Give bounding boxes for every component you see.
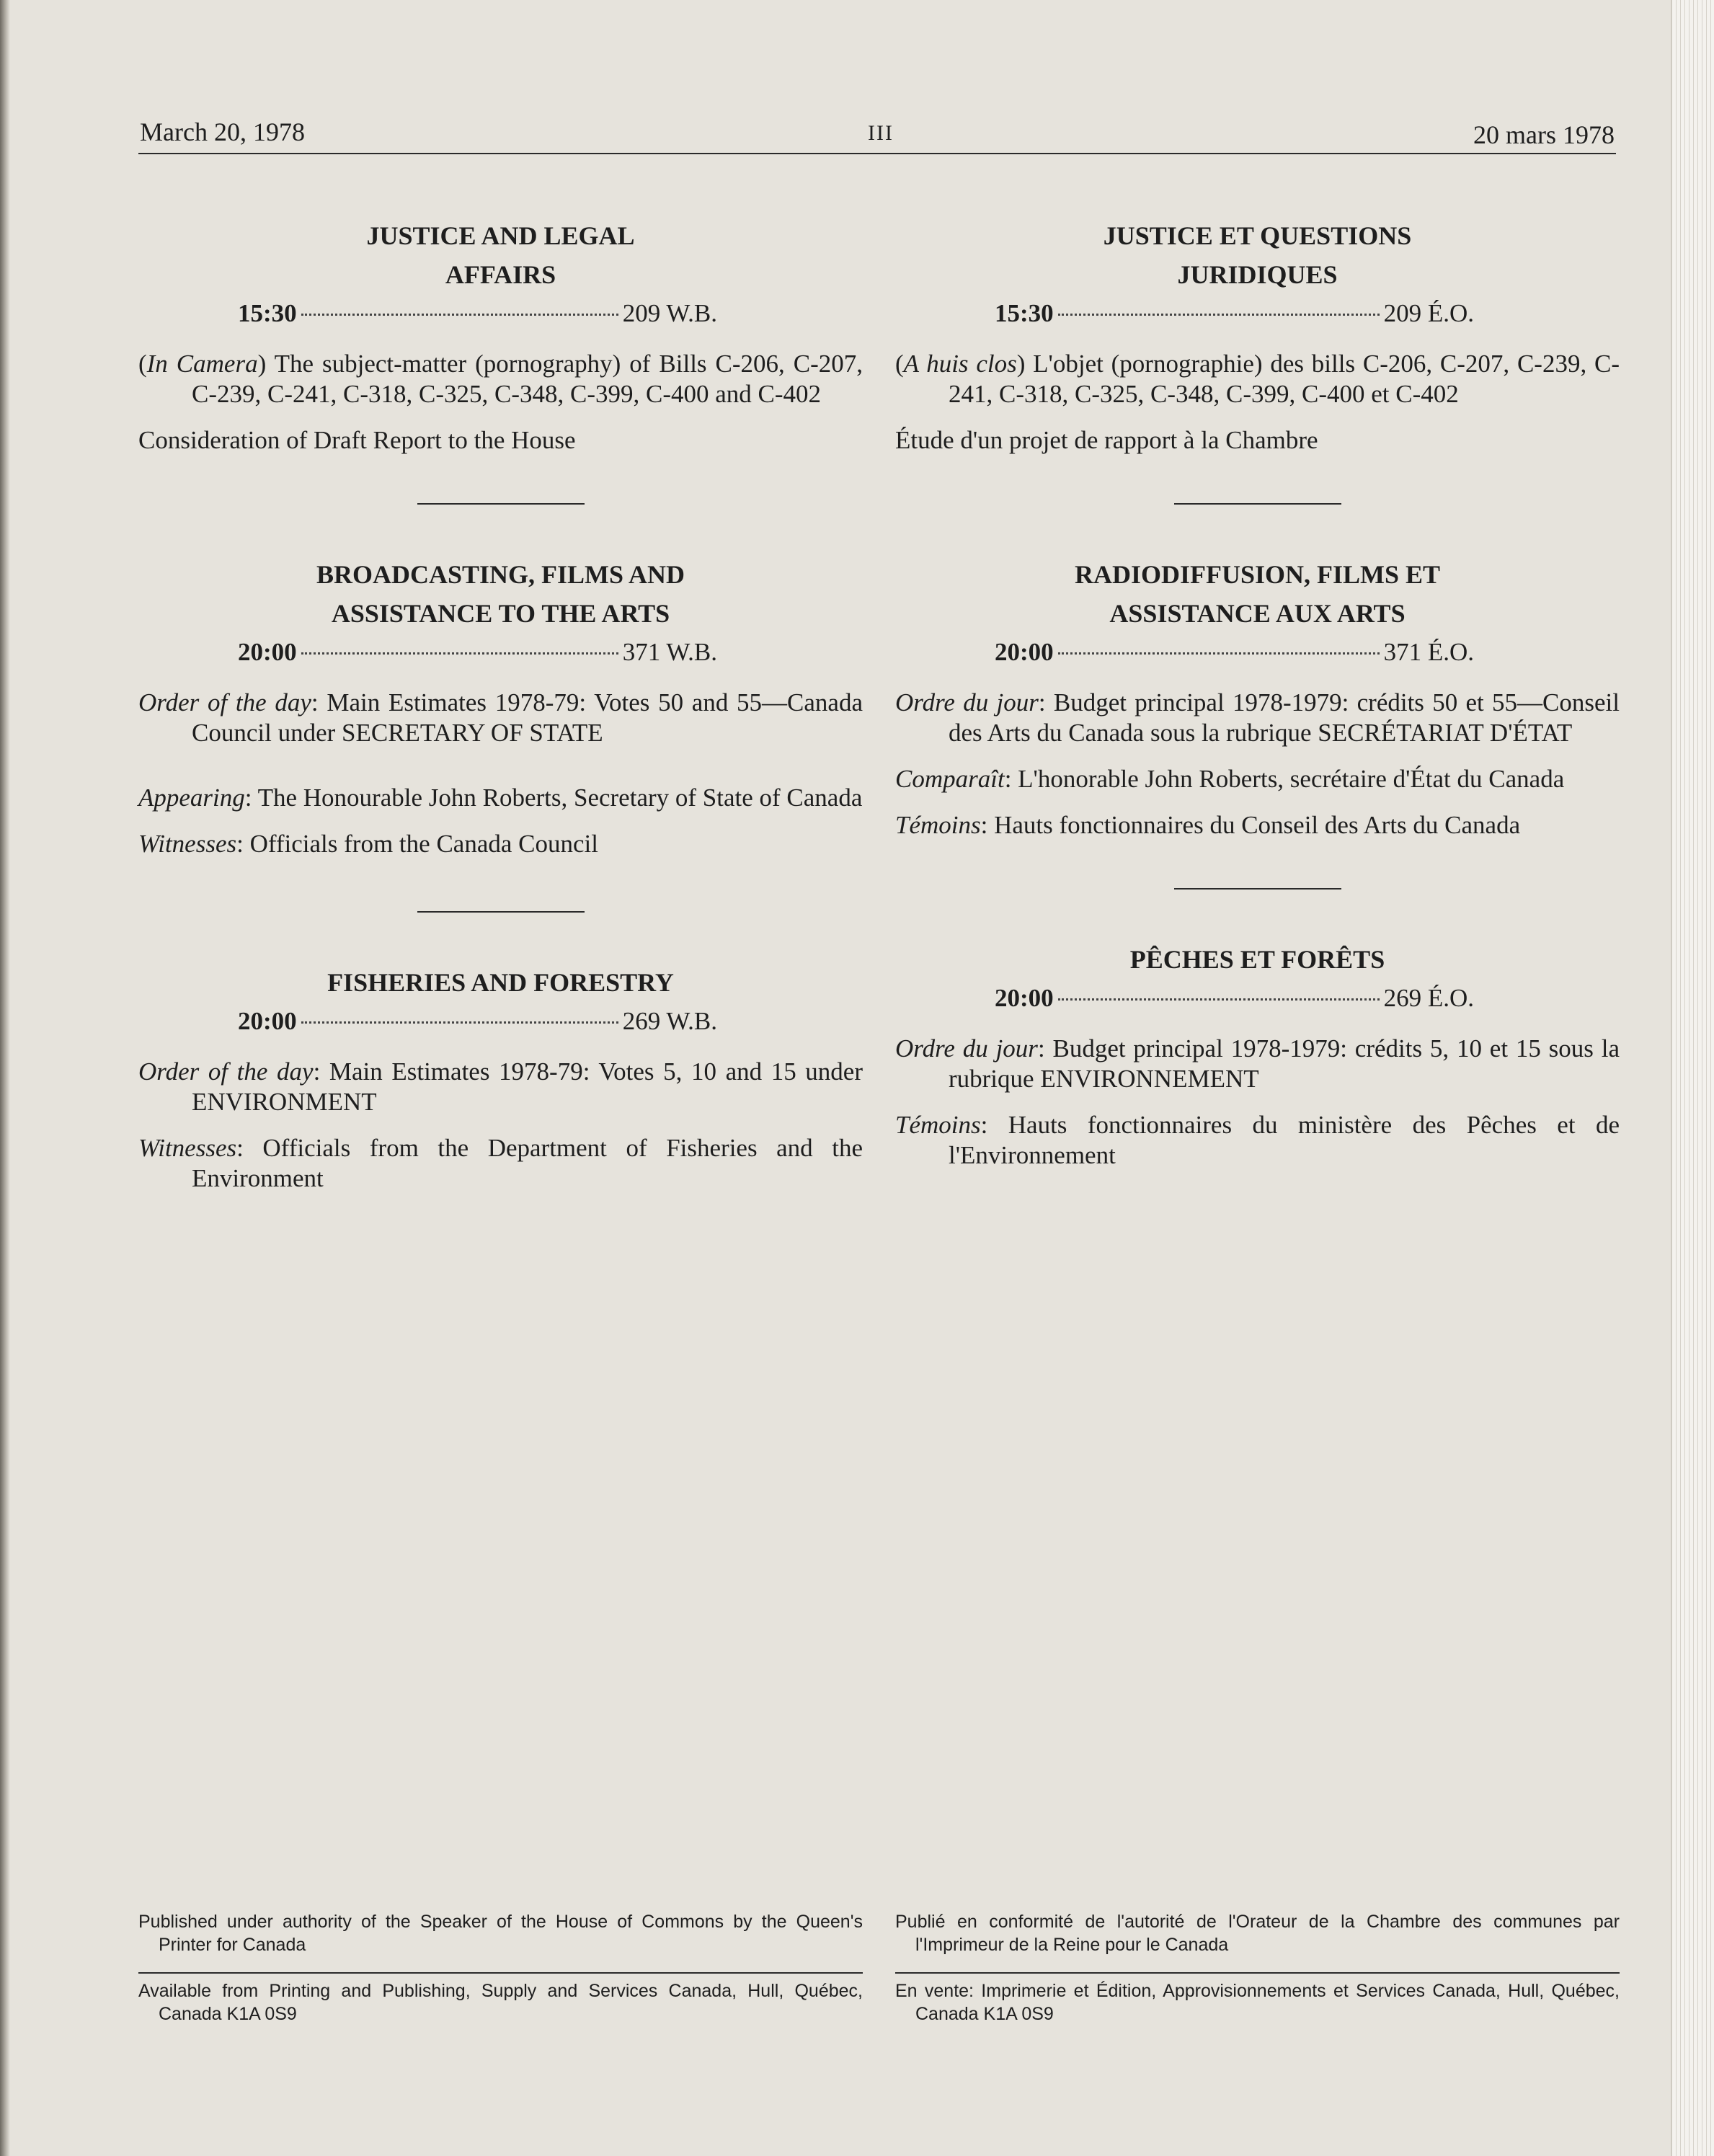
entry-label: Ordre du jour: [895, 688, 1039, 717]
section-radiodiffusion-films-arts: [895, 555, 1620, 840]
footer-divider: [895, 1972, 1620, 1974]
meeting-time-room: [995, 979, 1474, 1018]
section-divider: [1174, 503, 1341, 505]
agenda-entry: [138, 1057, 863, 1117]
section-justice-legal-affairs: [138, 216, 863, 456]
entry-label: Témoins: [895, 811, 981, 839]
meeting-time-room: [238, 633, 717, 672]
heading-line-2: AFFAIRS: [445, 260, 556, 289]
section-divider: [1174, 888, 1341, 890]
agenda-entry: [138, 783, 863, 813]
entry-text: : L'honorable John Roberts, secrétaire d'État du Canada: [1004, 765, 1565, 793]
dot-leader: [1058, 998, 1380, 1001]
meeting-time: 20:00: [995, 984, 1054, 1012]
header-date-english: March 20, 1978: [140, 117, 305, 146]
meeting-time: 15:30: [238, 299, 297, 327]
entry-label: A huis clos: [903, 350, 1017, 378]
meeting-room: 209 É.O.: [1383, 299, 1474, 327]
section-broadcasting-films-arts: [138, 555, 863, 859]
section-divider: [417, 503, 585, 505]
heading-line-1: JUSTICE ET QUESTIONS: [1103, 221, 1412, 250]
publication-notice: Published under authority of the Speaker of the House of Commons by the Queen's Printer for Canada: [138, 1912, 863, 1955]
section-heading: [895, 216, 1620, 294]
section-heading: [895, 555, 1620, 633]
page-stack-edge: [1671, 0, 1714, 2156]
meeting-time: 20:00: [238, 1007, 297, 1035]
meeting-room: 209 W.B.: [622, 299, 717, 327]
dot-leader: [301, 1021, 618, 1024]
meeting-time: 20:00: [238, 638, 297, 666]
entry-text: : Budget principal 1978-1979: crédits 5, 10 et 15 sous la rubrique ENVIRONNEMENT: [949, 1034, 1620, 1093]
dot-leader: [301, 652, 618, 655]
agenda-entry: [138, 425, 863, 456]
page-binding-shadow: [0, 0, 10, 2156]
meeting-time-room: [995, 633, 1474, 672]
meeting-time-room: [238, 1002, 717, 1041]
meeting-room: 269 W.B.: [622, 1007, 717, 1035]
entry-label: In Camera: [146, 350, 258, 378]
meeting-room: 269 É.O.: [1383, 984, 1474, 1012]
entry-text: L'objet (pornographie) des bills C-206, C-207, C-239, C-241, C-318, C-325, C-348, C-399, C-400 et C-402: [949, 350, 1620, 408]
section-heading: [138, 555, 863, 633]
agenda-entry: [138, 688, 863, 748]
entry-label: Comparaît: [895, 765, 1005, 793]
entry-text: : Budget principal 1978-1979: crédits 50 et 55—Conseil des Arts du Canada sous la rubrique SECRÉTARIAT D'ÉTAT: [949, 688, 1620, 747]
section-fisheries-forestry: [138, 963, 863, 1194]
heading-line-1: PÊCHES ET FORÊTS: [1129, 945, 1385, 974]
entry-text: : Officials from the Canada Council: [236, 830, 598, 858]
entry-text: Étude d'un projet de rapport à la Chambre: [895, 426, 1318, 454]
heading-line-1: BROADCASTING, FILMS AND: [316, 560, 685, 589]
meeting-room: 371 W.B.: [622, 638, 717, 666]
entry-label: Témoins: [895, 1111, 981, 1139]
section-heading: [895, 940, 1620, 979]
agenda-entry: [895, 1034, 1620, 1094]
heading-line-2: ASSISTANCE TO THE ARTS: [331, 599, 670, 628]
meeting-time: 20:00: [995, 638, 1054, 666]
heading-line-2: JURIDIQUES: [1177, 260, 1338, 289]
running-head: [138, 115, 1616, 154]
english-column: [138, 216, 863, 1194]
section-divider: [417, 911, 585, 913]
section-peches-forets: [895, 940, 1620, 1171]
agenda-entry: [895, 764, 1620, 794]
dot-leader: [1058, 314, 1380, 316]
heading-line-1: RADIODIFFUSION, FILMS ET: [1074, 560, 1441, 589]
entry-text: : Officials from the Department of Fisheries and the Environment: [192, 1134, 863, 1192]
footer-french: [895, 1910, 1620, 2026]
entry-label: Order of the day: [138, 1057, 314, 1086]
availability-notice: En vente: Imprimerie et Édition, Approvisionnements et Services Canada, Hull, Québec, Canada K1A 0S9: [895, 1981, 1620, 2024]
heading-line-2: ASSISTANCE AUX ARTS: [1109, 599, 1406, 628]
entry-label: Appearing: [138, 784, 245, 812]
french-column: [895, 216, 1620, 1171]
entry-text: The subject-matter (pornography) of Bills C-206, C-207, C-239, C-241, C-318, C-325, C-348, C-399, C-400 and C-402: [192, 350, 863, 408]
entry-text: : Main Estimates 1978-79: Votes 50 and 55—Canada Council under SECRETARY OF STATE: [192, 688, 863, 747]
entry-label: Witnesses: [138, 830, 237, 858]
section-justice-questions-juridiques: [895, 216, 1620, 456]
heading-line-1: FISHERIES AND FORESTRY: [327, 968, 674, 997]
dot-leader: [1058, 652, 1380, 655]
meeting-room: 371 É.O.: [1383, 638, 1474, 666]
section-heading: [138, 216, 863, 294]
agenda-entry: [895, 688, 1620, 748]
heading-line-1: JUSTICE AND LEGAL: [366, 221, 635, 250]
footer-divider: [138, 1972, 863, 1974]
agenda-entry: [895, 1110, 1620, 1171]
meeting-time-room: [995, 294, 1474, 333]
entry-text: : The Honourable John Roberts, Secretary of State of Canada: [244, 784, 863, 812]
dot-leader: [301, 314, 618, 316]
agenda-entry: (A huis clos) L'objet (pornographie) des bills C-206, C-207, C-239, C-241, C-318, C-325, C-348, C-399, C-400 et C-402: [895, 350, 1620, 408]
entry-text: : Hauts fonctionnaires du Conseil des Arts du Canada: [980, 811, 1521, 839]
page-number: III: [868, 121, 894, 145]
entry-label: Witnesses: [138, 1134, 237, 1162]
section-heading: [138, 963, 863, 1002]
footer-english: [138, 1910, 863, 2026]
entry-text: Consideration of Draft Report to the House: [138, 426, 576, 454]
meeting-time: 15:30: [995, 299, 1054, 327]
agenda-entry: (In Camera) The subject-matter (pornography) of Bills C-206, C-207, C-239, C-241, C-318, C-325, C-348, C-399, C-400 and C-402: [138, 350, 863, 408]
agenda-entry: [895, 810, 1620, 840]
entry-text: : Main Estimates 1978-79: Votes 5, 10 and 15 under ENVIRONMENT: [192, 1057, 863, 1116]
entry-text: : Hauts fonctionnaires du ministère des Pêches et de l'Environnement: [949, 1111, 1620, 1169]
meeting-time-room: [238, 294, 717, 333]
agenda-entry: [138, 1133, 863, 1194]
agenda-entry: [138, 829, 863, 859]
publication-notice: Publié en conformité de l'autorité de l'Orateur de la Chambre des communes par l'Imprimeur de la Reine pour le Canada: [895, 1912, 1620, 1955]
availability-notice: Available from Printing and Publishing, Supply and Services Canada, Hull, Québec, Canada K1A 0S9: [138, 1981, 863, 2024]
header-date-french: 20 mars 1978: [1473, 120, 1615, 149]
entry-label: Ordre du jour: [895, 1034, 1038, 1063]
entry-label: Order of the day: [138, 688, 311, 717]
agenda-entry: [895, 425, 1620, 456]
